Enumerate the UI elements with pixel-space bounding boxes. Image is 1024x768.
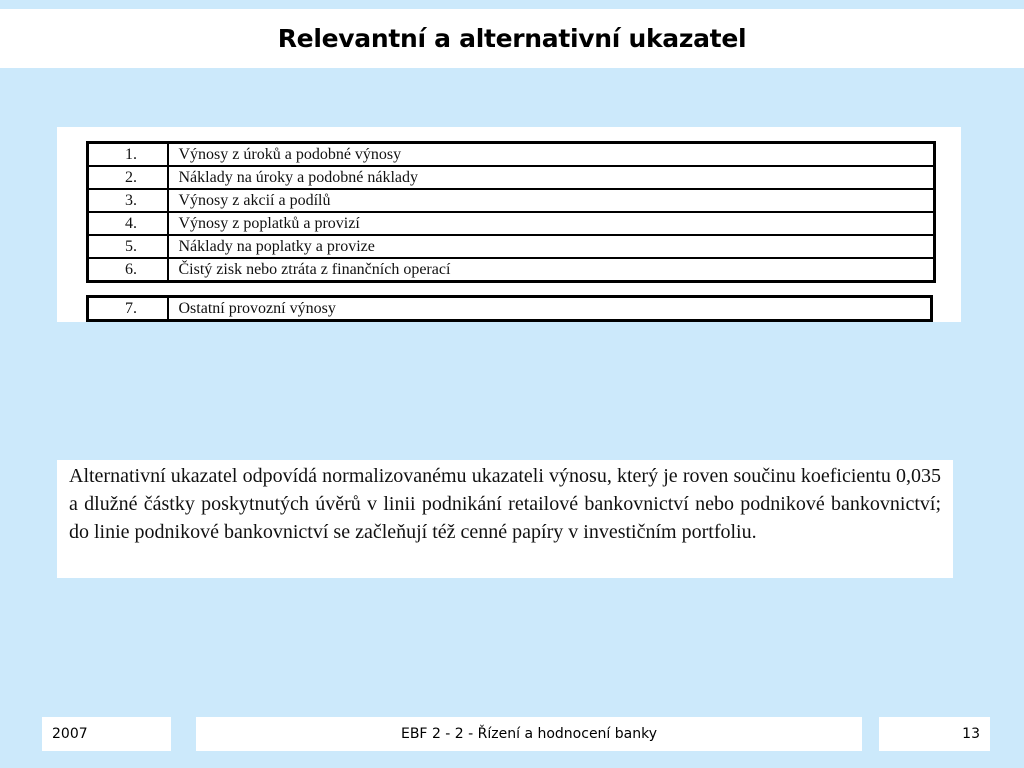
row-label: Čistý zisk nebo ztráta z finančních operací — [168, 258, 935, 282]
definition-paragraph: Alternativní ukazatel odpovídá normalizovanému ukazateli výnosu, který je roven součinu koeficientu 0,035 a dlužné částky poskytnutých úvěrů v linii podnikání retailové bankovnictví nebo podnikové bankovnictví; do linie podnikové bankovnictví se začleňují též cenné papíry v investičním portfoliu. — [69, 465, 941, 543]
table-row — [88, 297, 932, 321]
definition-panel — [57, 460, 953, 578]
table-row — [88, 258, 935, 282]
footer-course — [196, 717, 862, 751]
table-row — [88, 189, 935, 212]
table-row — [88, 212, 935, 235]
row-number: 3. — [88, 189, 168, 212]
table-row — [88, 166, 935, 189]
footer-year-text: 2007 — [52, 726, 88, 742]
row-number: 6. — [88, 258, 168, 282]
table-row — [88, 143, 935, 167]
ratio-extra-table — [86, 295, 933, 322]
footer-page-number — [879, 717, 990, 751]
title-bar — [0, 9, 1024, 68]
ratio-items-table — [86, 141, 936, 283]
slide-title: Relevantní a alternativní ukazatel — [277, 24, 747, 53]
row-number: 2. — [88, 166, 168, 189]
row-label: Ostatní provozní výnosy — [168, 297, 932, 321]
row-number: 4. — [88, 212, 168, 235]
row-label: Výnosy z úroků a podobné výnosy — [168, 143, 935, 167]
footer-course-text: EBF 2 - 2 - Řízení a hodnocení banky — [400, 726, 657, 742]
footer-year — [42, 717, 171, 751]
row-label: Výnosy z poplatků a provizí — [168, 212, 935, 235]
table-row — [88, 235, 935, 258]
row-number: 7. — [88, 297, 168, 321]
row-number: 1. — [88, 143, 168, 167]
row-number: 5. — [88, 235, 168, 258]
row-label: Náklady na úroky a podobné náklady — [168, 166, 935, 189]
row-label: Náklady na poplatky a provize — [168, 235, 935, 258]
row-label: Výnosy z akcií a podílů — [168, 189, 935, 212]
ratio-table-panel — [57, 127, 961, 322]
footer-page-number-text: 13 — [962, 726, 980, 742]
